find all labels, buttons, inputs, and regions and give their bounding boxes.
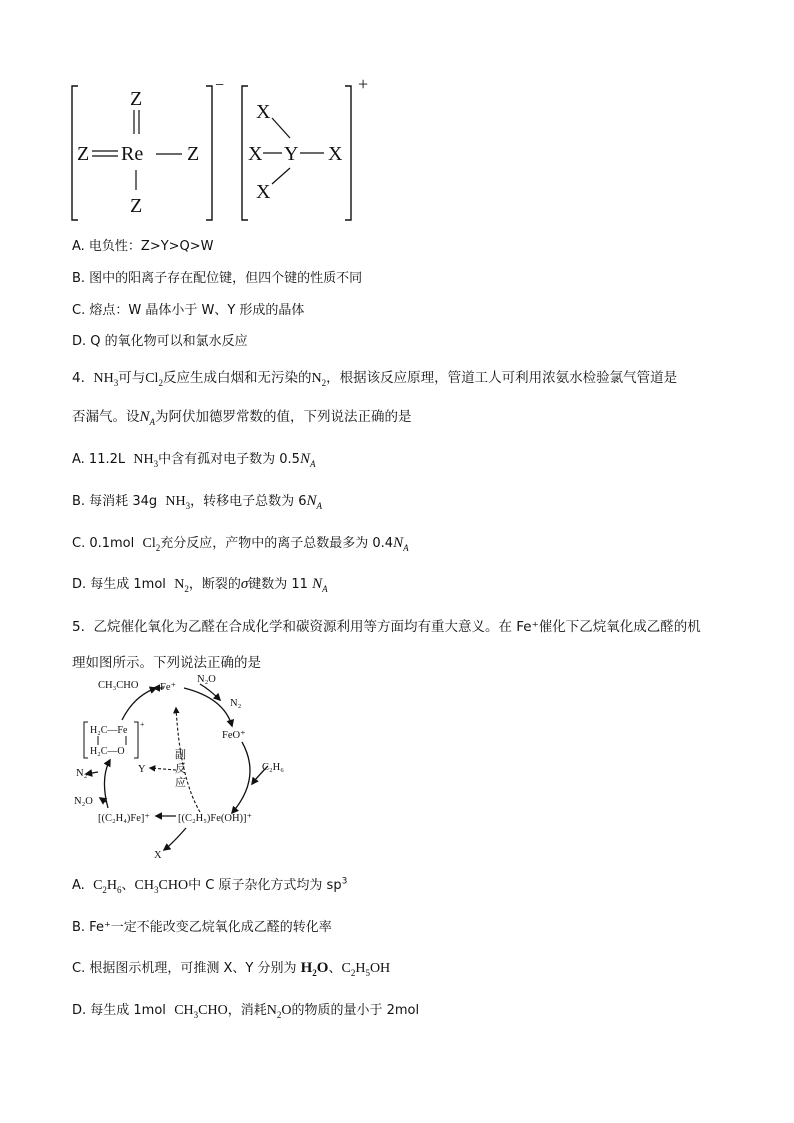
ligand-z-bottom: Z	[130, 195, 143, 217]
q5-option-c: C. 根据图示机理，可推测 X、Y 分别为 $H_2O$、$C_2H_5OH$	[72, 960, 391, 978]
q4-option-b: B. 每消耗 34g $NH_3$，转移电子总数为 $6N_A$	[72, 493, 323, 511]
ligand-z-right: Z	[187, 143, 200, 165]
q3-option-b: B. 图中的阳离子存在配位键，但四个键的性质不同	[72, 271, 363, 286]
ligand-z-top: Z	[130, 88, 143, 110]
q3-option-c: C. 熔点：W 晶体小于 W、Y 形成的晶体	[72, 303, 305, 318]
formula-nh3: $NH_3$	[93, 371, 119, 388]
label-fe-plus: Fe⁺	[160, 682, 177, 693]
q5-stem-line2: 理如图所示。下列说法正确的是	[72, 655, 261, 671]
q4-option-d: D. 每生成 1mol $N_2$，断裂的σ键数为 11 $N_A$	[72, 576, 328, 594]
re-center: Re	[121, 143, 144, 165]
q3-option-d: D. Q 的氧化物可以和氯水反应	[72, 334, 248, 349]
label-ch3cho: CH₃CHO	[98, 680, 139, 691]
label-x: X	[154, 850, 162, 861]
q3-option-a: A. 电负性：Z>Y>Q>W	[72, 239, 214, 254]
label-c2h5feoh: [(C₂H₅)Fe(OH)]⁺	[178, 813, 253, 824]
ligand-x-left: X	[248, 143, 263, 165]
label-y: Y	[138, 764, 146, 775]
label-c2h4fe: [(C₂H₄)Fe]⁺	[98, 813, 150, 824]
label-side-3: 应	[175, 777, 186, 789]
label-n2-top: N₂	[230, 698, 242, 709]
label-feo-plus: FeO⁺	[222, 730, 246, 741]
q4-option-c: C. 0.1mol $Cl_2$充分反应，产物中的离子总数最多为 $0.4N_A$	[72, 535, 409, 553]
q4-stem-line1: 4. $NH_3$可与$Cl_2$反应生成白烟和无污染的$N_2$，根据该反应原理，管道工人可利用浓氨水检验氯气管道是	[72, 370, 678, 388]
cation-charge: +	[358, 74, 369, 94]
q4-stem-line2: 否漏气。设$N_A$为阿伏加德罗常数的值，下列说法正确的是	[72, 409, 412, 427]
ligand-z-left: Z	[77, 143, 90, 165]
label-side-2: 反	[175, 763, 186, 775]
q4-option-a: A. 11.2L $NH_3$中含有孤对电子数为 $0.5N_A$	[72, 451, 316, 469]
ligand-x-bottom: X	[256, 181, 271, 203]
q5-option-d: D. 每生成 1mol $CH_3CHO$，消耗$N_2O$的物质的量小于 2mol	[72, 1003, 420, 1020]
complex-charge: +	[140, 720, 145, 729]
ligand-x-right: X	[328, 143, 343, 165]
anion-charge: −	[215, 77, 225, 94]
label-side-1: 副	[175, 749, 186, 761]
q5-option-b: B. Fe⁺一定不能改变乙烷氧化成乙醛的转化率	[72, 920, 332, 935]
y-center: Y	[284, 143, 299, 165]
label-n2o-top: N₂O	[197, 674, 216, 685]
q5-option-a: A. $C_2H_6$、$CH_3CHO$中 C 原子杂化方式均为 $sp^3$	[72, 876, 348, 895]
q5-stem-line1: 5. 乙烷催化氧化为乙醛在合成化学和碳资源利用等方面均有重大意义。在 Fe⁺催化下乙烷氧化成乙醛的机	[72, 619, 701, 635]
complex-top: H₂C—Fe	[90, 725, 128, 736]
label-n2-left: N₂	[76, 768, 88, 779]
mechanism-diagram	[72, 668, 292, 863]
ion-structure-figure	[60, 72, 390, 224]
label-n2o-left: N₂O	[74, 796, 93, 807]
formula-n2: $N_2$	[311, 371, 327, 388]
label-c2h6: C₂H₆	[262, 762, 284, 773]
formula-cl2: $Cl_2$	[145, 371, 163, 388]
complex-bottom: H₂C—O	[90, 746, 125, 757]
ligand-x-top: X	[256, 101, 271, 123]
